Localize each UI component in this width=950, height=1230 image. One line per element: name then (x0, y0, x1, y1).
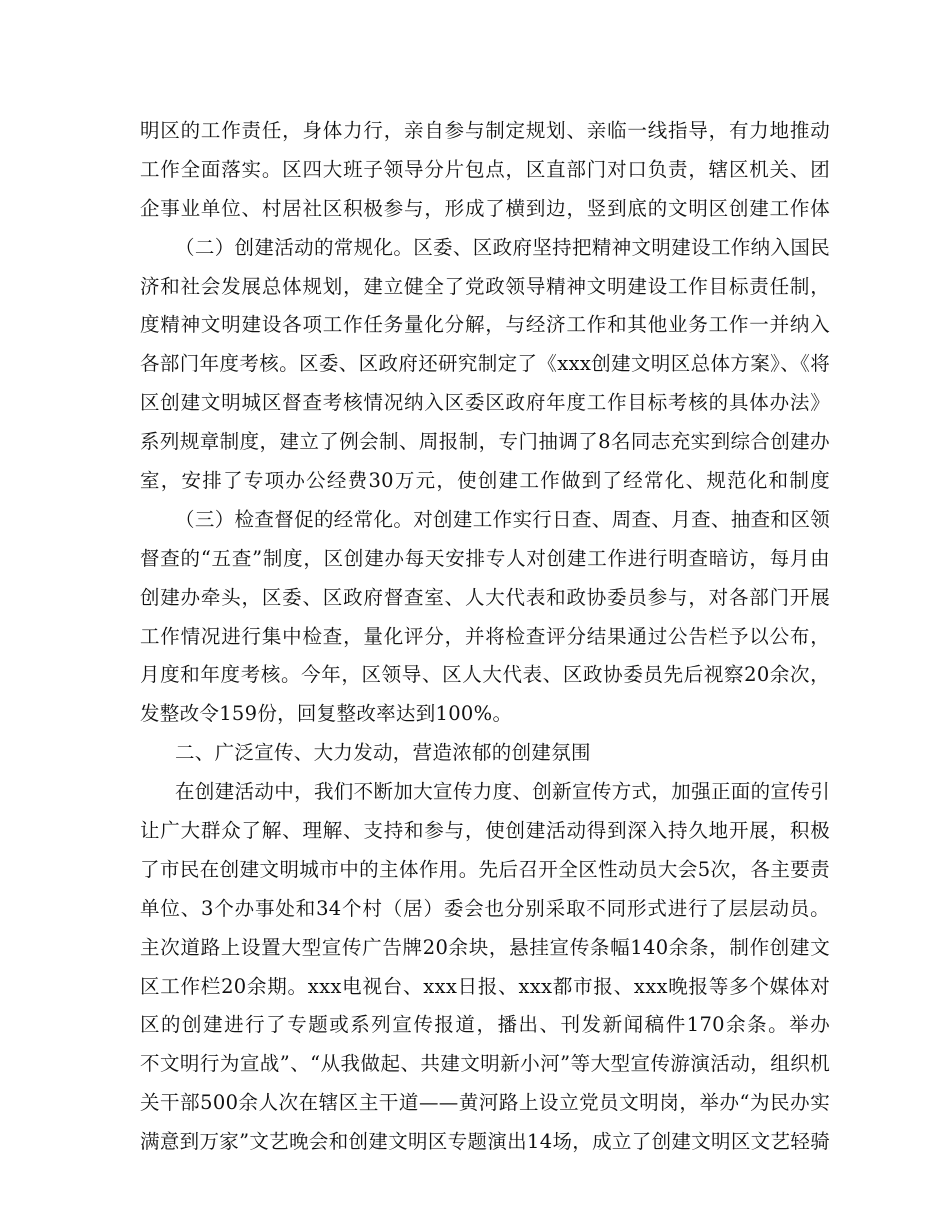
text-line: 督查的“五查”制度，区创建办每天安排专人对创建工作进行明查暗访，每月由 (140, 546, 830, 570)
text-line: （二）创建活动的常规化。区委、区政府坚持把精神文明建设工作纳入国民 (175, 235, 830, 259)
text-line: 区的创建进行了专题或系列宣传报道，播出、刊发新闻稿件170余条。举办 (140, 1013, 830, 1037)
text-line: 室，安排了专项办公经费30万元，使创建工作做到了经常化、规范化和制度 (140, 469, 830, 493)
text-line: 明区的工作责任，身体力行，亲自参与制定规划、亲临一线指导，有力地推动 (140, 119, 830, 142)
text-line: 企事业单位、村居社区积极参与，形成了横到边，竖到底的文明区创建工作体 (140, 196, 830, 220)
text-line: 单位、3个办事处和34个村（居）委会也分别采取不同形式进行了层层动员。 (140, 896, 830, 920)
text-line: 创建办牵头，区委、区政府督查室、人大代表和政协委员参与，对各部门开展 (140, 585, 830, 609)
text-line: 二、广泛宣传、大力发动，营造浓郁的创建氛围 (175, 741, 591, 765)
text-line: 工作全面落实。区四大班子领导分片包点，区直部门对口负责，辖区机关、团 (140, 157, 830, 181)
text-line: 区工作栏20余期。xxx电视台、xxx日报、xxx都市报、xxx晚报等多个媒体对 (140, 974, 830, 998)
text-line: 区创建文明城区督查考核情况纳入区委区政府年度工作目标考核的具体办法》 (140, 391, 830, 415)
text-line: 不文明行为宣战”、“从我做起、共建文明新小河”等大型宣传游演活动，组织机 (140, 1052, 830, 1076)
text-line: 度精神文明建设各项工作任务量化分解，与经济工作和其他业务工作一并纳入 (140, 313, 830, 337)
text-line: 工作情况进行集中检查，量化评分，并将检查评分结果通过公告栏予以公布， (140, 624, 830, 648)
text-line: 满意到万家”文艺晚会和创建文明区专题演出14场，成立了创建文明区文艺轻骑 (140, 1130, 830, 1154)
text-line: 月度和年度考核。今年，区领导、区人大代表、区政协委员先后视察20余次， (140, 663, 830, 687)
text-line: 在创建活动中，我们不断加大宣传力度、创新宣传方式，加强正面的宣传引 (175, 780, 830, 804)
text-line: 各部门年度考核。区委、区政府还研究制定了《xxx创建文明区总体方案》、《将 (140, 352, 830, 376)
text-line: 让广大群众了解、理解、支持和参与，使创建活动得到深入持久地开展，积极 (140, 819, 830, 843)
text-line: 济和社会发展总体规划，建立健全了党政领导精神文明建设工作目标责任制， (140, 274, 830, 298)
text-line: 关干部500余人次在辖区主干道——黄河路上设立党员文明岗，举办“为民办实 (140, 1091, 830, 1115)
text-line: 主次道路上设置大型宣传广告牌20余块，悬挂宣传条幅140余条，制作创建文 (140, 935, 830, 959)
text-line: 发整改令159份，回复整改率达到100%。 (140, 702, 513, 726)
text-line: 系列规章制度，建立了例会制、周报制，专门抽调了8名同志充实到综合创建办 (140, 430, 830, 454)
text-line: 了市民在创建文明城市中的主体作用。先后召开全区性动员大会5次，各主要责 (140, 857, 830, 881)
text-line: （三）检查督促的经常化。对创建工作实行日查、周查、月查、抽查和区领 (175, 507, 830, 531)
document-body (140, 112, 830, 1162)
